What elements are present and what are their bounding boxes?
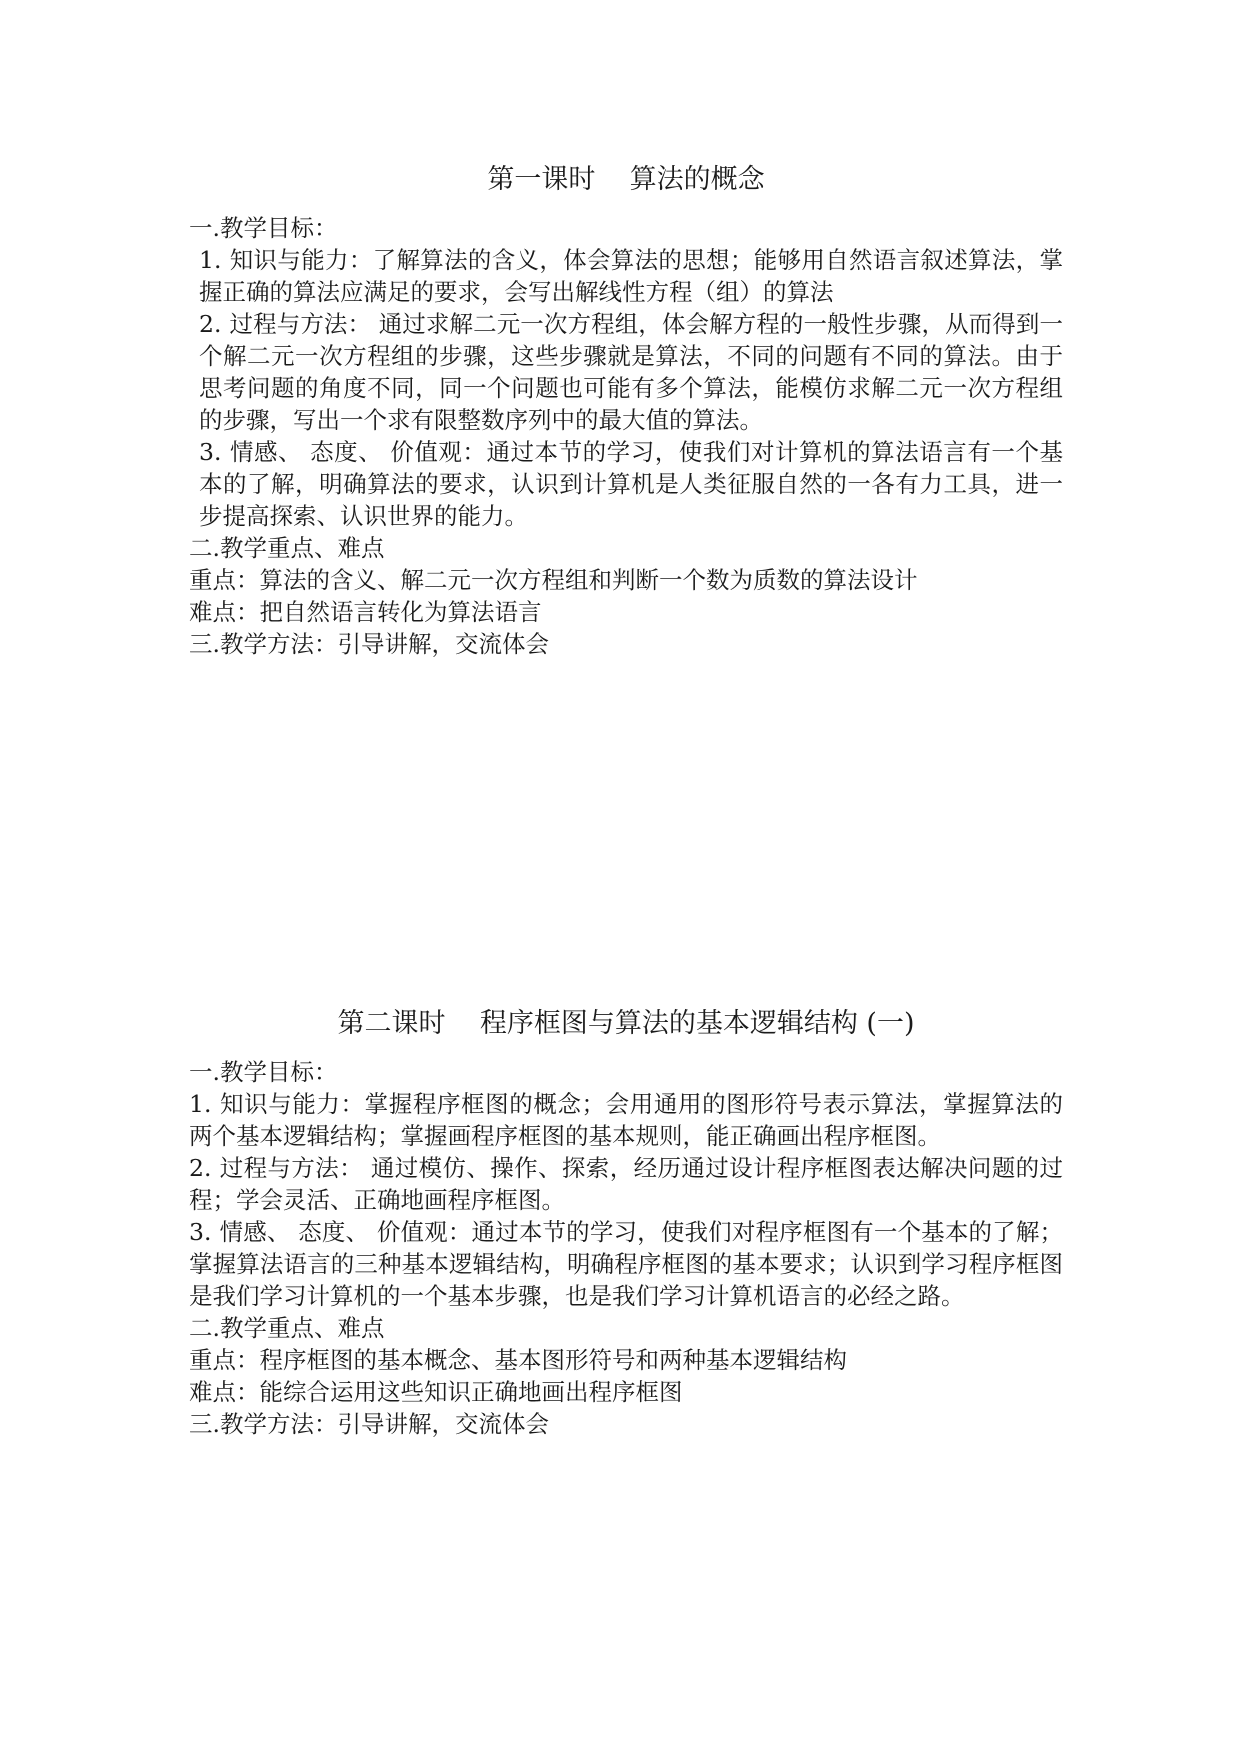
lesson-2-section (189, 1004, 1063, 1440)
lesson-1-keypoint: 重点：算法的含义、解二元一次方程组和判断一个数为质数的算法设计 (189, 566, 918, 594)
lesson-1-objective-2 (189, 308, 1063, 436)
objective-text: 情感、 态度、 价值观：通过本节的学习，使我们对计算机的算法语言有一个基本的了解，明确算法的要求，认识到计算机是人类征服自然的一各有力工具，进一步提高探索、认识世界的能力。 (199, 438, 1063, 530)
objective-number: 3. (199, 438, 222, 466)
objective-text: 知识与能力：掌握程序框图的概念；会用通用的图形符号表示算法，掌握算法的两个基本逻辑结构；掌握画程序框图的基本规则，能正确画出程序框图。 (189, 1090, 1063, 1150)
lesson-2-method: 三.教学方法：引导讲解，交流体会 (189, 1410, 549, 1438)
lesson-1-objective-1 (189, 244, 1063, 308)
objective-text: 知识与能力：了解算法的含义，体会算法的思想；能够用自然语言叙述算法，掌握正确的算法应满足的要求，会写出解线性方程（组）的算法 (199, 246, 1063, 306)
objective-text: 情感、 态度、 价值观：通过本节的学习，使我们对程序框图有一个基本的了解；掌握算法语言的三种基本逻辑结构，明确程序框图的基本要求；认识到学习程序框图是我们学习计算机的一个基本步骤，也是我们学习计算机语言的必经之路。 (189, 1218, 1063, 1310)
lesson-2-title: 第二课时 程序框图与算法的基本逻辑结构 (一) (337, 1008, 915, 1039)
lesson-1-objective-3 (189, 436, 1063, 532)
objective-number: 2. (199, 310, 222, 338)
objective-text: 过程与方法： 通过模仿、操作、探索，经历通过设计程序框图表达解决问题的过程；学会灵活、正确地画程序框图。 (189, 1154, 1063, 1214)
lesson-1-title: 第一课时 算法的概念 (487, 164, 765, 195)
objective-number: 2. (189, 1154, 212, 1182)
lesson-2-keypoint: 重点：程序框图的基本概念、基本图形符号和两种基本逻辑结构 (189, 1346, 847, 1374)
lesson-1-section (189, 160, 1063, 660)
objective-number: 1. (199, 246, 222, 274)
objective-text: 过程与方法： 通过求解二元一次方程组，体会解方程的一般性步骤，从而得到一个解二元一次方程组的步骤，这些步骤就是算法，不同的问题有不同的算法。由于思考问题的角度不同，同一个问题也可能有多个算法，能模仿求解二元一次方程组的步骤，写出一个求有限整数序列中的最大值的算法。 (199, 310, 1063, 434)
lesson-1-method: 三.教学方法：引导讲解，交流体会 (189, 630, 549, 658)
lesson-2-objectives-heading: 一.教学目标： (189, 1058, 338, 1086)
lesson-2-difficulty: 难点：能综合运用这些知识正确地画出程序框图 (189, 1378, 683, 1406)
lesson-2-objective-3 (189, 1216, 1063, 1312)
lesson-2-objective-1 (189, 1088, 1063, 1152)
objective-number: 1. (189, 1090, 212, 1118)
lesson-2-objective-2 (189, 1152, 1063, 1216)
lesson-1-objectives-heading: 一.教学目标： (189, 214, 338, 242)
objective-number: 3. (189, 1218, 212, 1246)
lesson-2-keypoints-heading: 二.教学重点、难点 (189, 1314, 385, 1342)
lesson-1-keypoints-heading: 二.教学重点、难点 (189, 534, 385, 562)
lesson-1-difficulty: 难点：把自然语言转化为算法语言 (189, 598, 542, 626)
